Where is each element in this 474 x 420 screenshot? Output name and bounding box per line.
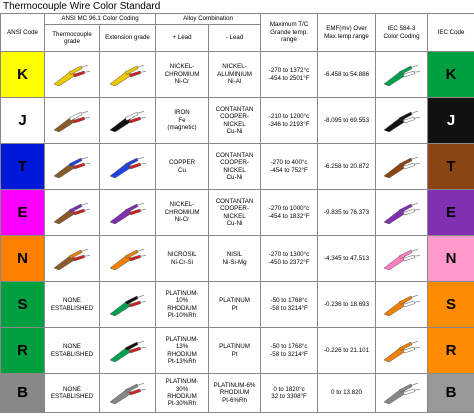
tc-grade-cell [45, 190, 100, 236]
iec-code-cell: T [428, 144, 474, 190]
plus-lead-cell: PLATINUM- 13% RHODIUM Pt-13%Rh [156, 328, 209, 374]
wire-swatch-icon [52, 156, 92, 178]
header-iec-584: IEC 584-3 Color Coding [376, 14, 428, 52]
wire-swatch-icon [382, 64, 422, 86]
wire-swatch-icon [108, 64, 148, 86]
tc-grade-cell [45, 52, 100, 98]
page-title: Thermocouple Wire Color Standard [3, 1, 161, 12]
ext-grade-cell [100, 52, 156, 98]
ansi-code-cell: R [1, 328, 45, 374]
iec-code-cell: R [428, 328, 474, 374]
header-minus-lead: - Lead [209, 25, 261, 52]
header-ext-grade: Extension grade [100, 25, 156, 52]
iec-code-cell: E [428, 190, 474, 236]
ext-grade-cell [100, 282, 156, 328]
table-row [1, 374, 474, 413]
table-row [1, 190, 474, 236]
plus-lead-cell: PLATINUM- 30% RHODIUM Pt-30%Rh [156, 374, 209, 413]
temp-range-cell: 0 to 1820°c 32 to 3308°F [261, 374, 318, 413]
ansi-code-cell: B [1, 374, 45, 413]
temp-range-cell: -50 to 1768°c -58 to 3214°F [261, 282, 318, 328]
iec-code-cell: S [428, 282, 474, 328]
temp-range-cell: -270 to 1000°c -454 to 1832°F [261, 190, 318, 236]
wire-swatch-icon [382, 156, 422, 178]
wire-swatch-icon [52, 110, 92, 132]
emf-cell: -6.458 to 54.886 [318, 52, 376, 98]
temp-range-cell: -50 to 1768°c -58 to 3214°F [261, 328, 318, 374]
wire-swatch-icon [382, 110, 422, 132]
minus-lead-cell: NICKEL- ALUMINIUM Ni-Al [209, 52, 261, 98]
ansi-code-cell: N [1, 236, 45, 282]
ansi-code-cell: J [1, 98, 45, 144]
wire-swatch-icon [108, 382, 148, 404]
tc-grade-cell: NONE ESTABLISHED [45, 374, 100, 413]
iec-code-cell: N [428, 236, 474, 282]
wire-swatch-icon [52, 248, 92, 270]
tc-grade-cell [45, 98, 100, 144]
iec-584-cell [376, 190, 428, 236]
header-alloy: Alloy Combination [156, 14, 261, 25]
iec-584-cell [376, 144, 428, 190]
ansi-code-cell: E [1, 190, 45, 236]
tc-grade-cell: NONE ESTABLISHED [45, 282, 100, 328]
iec-584-cell [376, 328, 428, 374]
minus-lead-cell: PLATINUM Pt [209, 328, 261, 374]
temp-range-cell: -270 to 1300°c -450 to 2372°F [261, 236, 318, 282]
ansi-code-cell: T [1, 144, 45, 190]
header-iec-code: IEC Code [428, 14, 474, 52]
header-ansi-code: ANSI Code [1, 14, 45, 52]
wire-swatch-icon [382, 248, 422, 270]
ext-grade-cell [100, 374, 156, 413]
plus-lead-cell: NICROSIL Ni-Cr-Si [156, 236, 209, 282]
wire-swatch-icon [108, 248, 148, 270]
tc-grade-cell [45, 144, 100, 190]
emf-cell: -0.236 to 18.693 [318, 282, 376, 328]
tc-grade-cell [45, 236, 100, 282]
table-row [1, 328, 474, 374]
temp-range-cell: -270 to 1372°c -454 to 2501°F [261, 52, 318, 98]
iec-code-cell: K [428, 52, 474, 98]
wire-swatch-icon [382, 202, 422, 224]
ansi-code-cell: S [1, 282, 45, 328]
iec-584-cell [376, 236, 428, 282]
minus-lead-cell: CONTANTAN COOPER- NICKEL Cu-Ni [209, 190, 261, 236]
iec-584-cell [376, 374, 428, 413]
wire-swatch-icon [52, 202, 92, 224]
emf-cell: -4.345 to 47.513 [318, 236, 376, 282]
header-max-temp: Maximum T/C Grande temp. range [261, 14, 318, 52]
emf-cell: -9.835 to 76.373 [318, 190, 376, 236]
iec-584-cell [376, 98, 428, 144]
wire-swatch-icon [52, 64, 92, 86]
temp-range-cell: -270 to 400°c -454 to 752°F [261, 144, 318, 190]
temp-range-cell: -210 to 1200°c -346 to 2193°F [261, 98, 318, 144]
minus-lead-cell: NISIL Ni-Si-Mg [209, 236, 261, 282]
table-row [1, 52, 474, 98]
wire-swatch-icon [382, 340, 422, 362]
plus-lead-cell: IRON Fe (magnetic) [156, 98, 209, 144]
ext-grade-cell [100, 328, 156, 374]
ext-grade-cell [100, 236, 156, 282]
header-tc-grade: Thermocouple grade [45, 25, 100, 52]
wire-swatch-icon [108, 340, 148, 362]
wire-swatch-icon [108, 110, 148, 132]
emf-cell: -8,095 to 69.553 [318, 98, 376, 144]
ansi-code-cell: K [1, 52, 45, 98]
header-ansi-mc: ANSI MC 96.1 Color Coding [45, 14, 156, 25]
header-emf: EMF(mv) Over Max.temp.range [318, 14, 376, 52]
plus-lead-cell: NICKEL- CHROMIUM Ni-Cr [156, 52, 209, 98]
wire-swatch-icon [108, 294, 148, 316]
table-row [1, 98, 474, 144]
header-plus-lead: + Lead [156, 25, 209, 52]
ext-grade-cell [100, 98, 156, 144]
minus-lead-cell: PLATINUM-6% RHODIUM Pt-6%Rh [209, 374, 261, 413]
emf-cell: 0 to 13.820 [318, 374, 376, 413]
tc-grade-cell: NONE ESTABLISHED [45, 328, 100, 374]
iec-code-cell: J [428, 98, 474, 144]
minus-lead-cell: CONTANTAN COOPER- NICKEL Cu-Ni [209, 144, 261, 190]
wire-swatch-icon [382, 294, 422, 316]
iec-584-cell [376, 52, 428, 98]
ext-grade-cell [100, 144, 156, 190]
thermocouple-table [0, 13, 474, 413]
table-row [1, 236, 474, 282]
plus-lead-cell: NICKEL- CHROMIUM Ni-Cr [156, 190, 209, 236]
emf-cell: -6.258 to 20.872 [318, 144, 376, 190]
emf-cell: -0.226 to 21.101 [318, 328, 376, 374]
wire-swatch-icon [108, 156, 148, 178]
wire-swatch-icon [382, 382, 422, 404]
table-row [1, 282, 474, 328]
table-row [1, 144, 474, 190]
minus-lead-cell: PLATINUM Pt [209, 282, 261, 328]
plus-lead-cell: PLATINUM- 10% RHODIUM Pt-10%Rh [156, 282, 209, 328]
wire-swatch-icon [108, 202, 148, 224]
iec-584-cell [376, 282, 428, 328]
ext-grade-cell [100, 190, 156, 236]
plus-lead-cell: COPPER Cu [156, 144, 209, 190]
iec-code-cell: B [428, 374, 474, 413]
minus-lead-cell: CONTANTAN COOPER- NICKEL Cu-Ni [209, 98, 261, 144]
